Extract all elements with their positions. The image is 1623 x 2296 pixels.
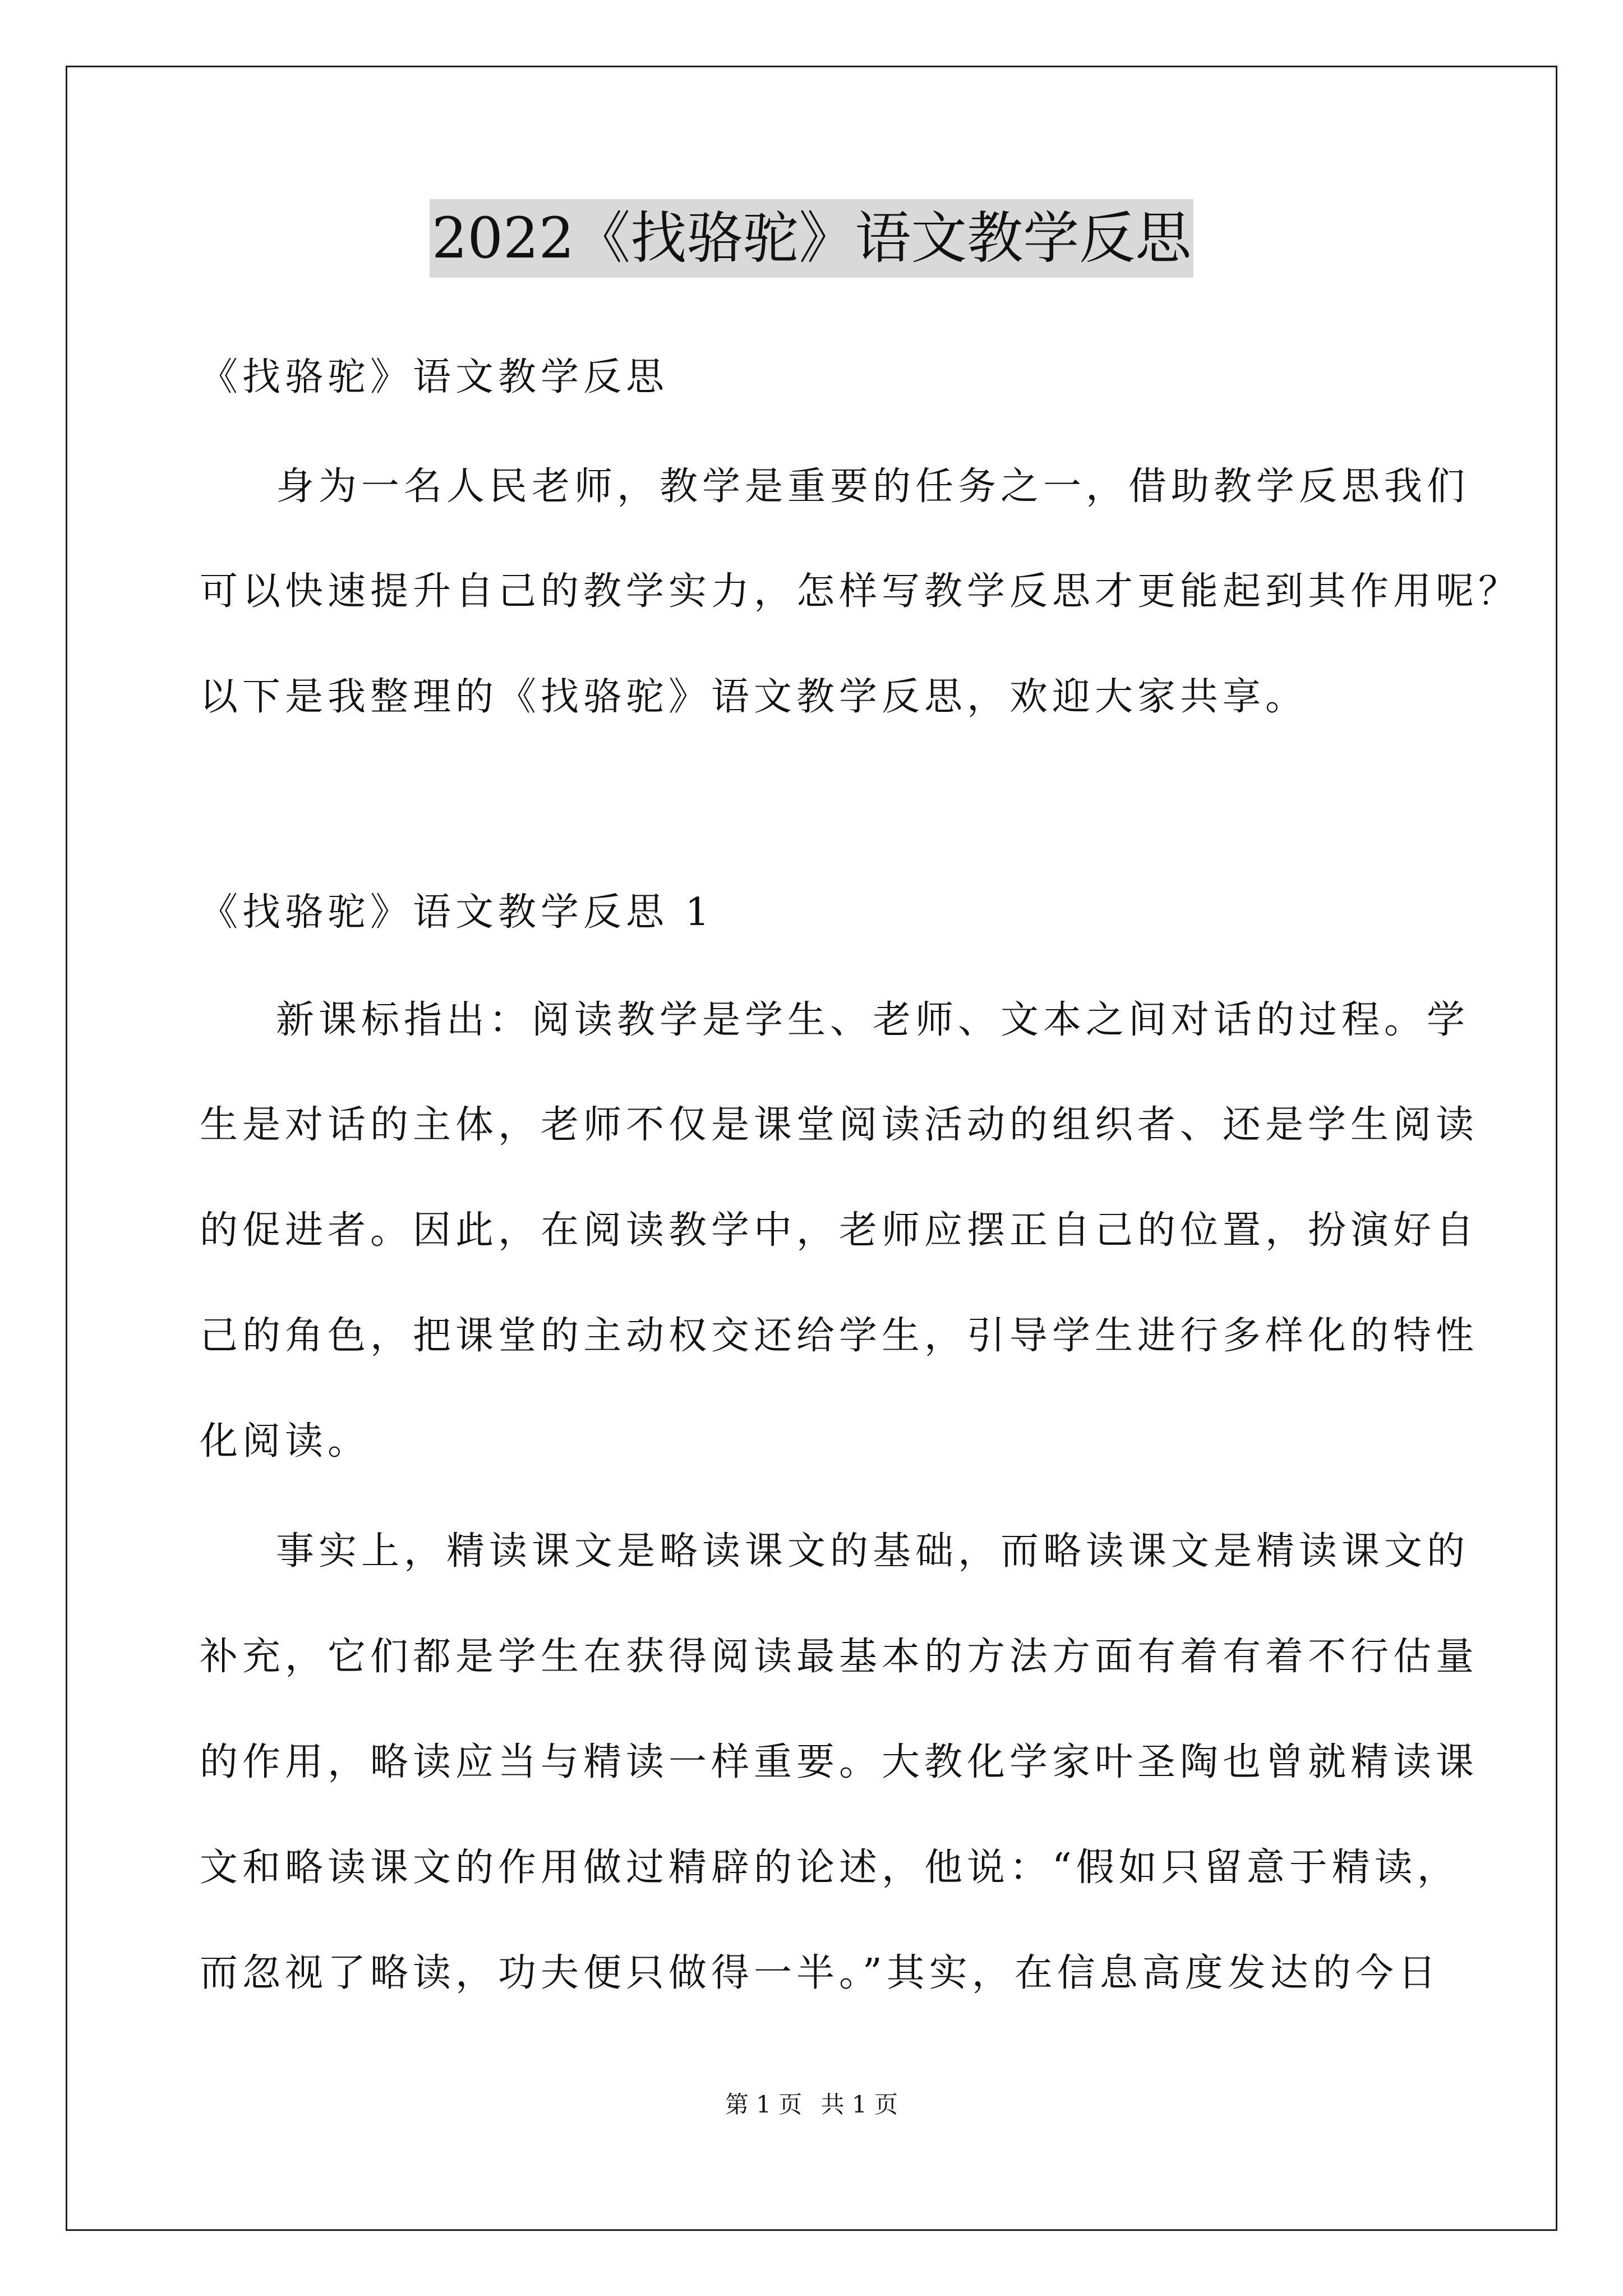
paragraph-line: 己的角色，把课堂的主动权交还给学生，引导学生进行多样化的特性 [200, 1314, 1479, 1358]
paragraph-line: 以下是我整理的《找骆驼》语文教学反思，欢迎大家共享。 [200, 675, 1308, 719]
document-title: 2022《找骆驼》语文教学反思 [430, 199, 1194, 278]
page-number-current: 第 1 页 [725, 2091, 803, 2118]
paragraph-line: 的作用，略读应当与精读一样重要。大教化学家叶圣陶也曾就精读课 [200, 1740, 1479, 1784]
title-container [0, 199, 1623, 278]
paragraph-line: 身为一名人民老师，教学是重要的任务之一，借助教学反思我们 [276, 464, 1470, 509]
page-number-total: 共 1 页 [820, 2091, 898, 2118]
paragraph-line: 新课标指出：阅读教学是学生、老师、文本之间对话的过程。学 [276, 998, 1470, 1042]
paragraph-line: 文和略读课文的作用做过精辟的论述，他说：“假如只留意于精读， [200, 1846, 1460, 1890]
paragraph-line: 可以快速提升自己的教学实力，怎样写教学反思才更能起到其作用呢？ [200, 569, 1521, 614]
paragraph-line: 而忽视了略读，功夫便只做得一半。”其实，在信息高度发达的今日 [200, 1951, 1441, 1995]
paragraph-line: 补充，它们都是学生在获得阅读最基本的方法方面有着有着不行估量 [200, 1635, 1479, 1679]
section-heading: 《找骆驼》语文教学反思 [200, 355, 669, 399]
paragraph-line: 的促进者。因此，在阅读教学中，老师应摆正自己的位置，扮演好自 [200, 1208, 1479, 1253]
page-footer [0, 2088, 1623, 2122]
paragraph-line: 事实上，精读课文是略读课文的基础，而略读课文是精读课文的 [276, 1529, 1470, 1573]
paragraph-line: 化阅读。 [200, 1419, 371, 1464]
section-heading: 《找骆驼》语文教学反思 1 [200, 890, 714, 935]
paragraph-line: 生是对话的主体，老师不仅是课堂阅读活动的组织者、还是学生阅读 [200, 1103, 1479, 1147]
